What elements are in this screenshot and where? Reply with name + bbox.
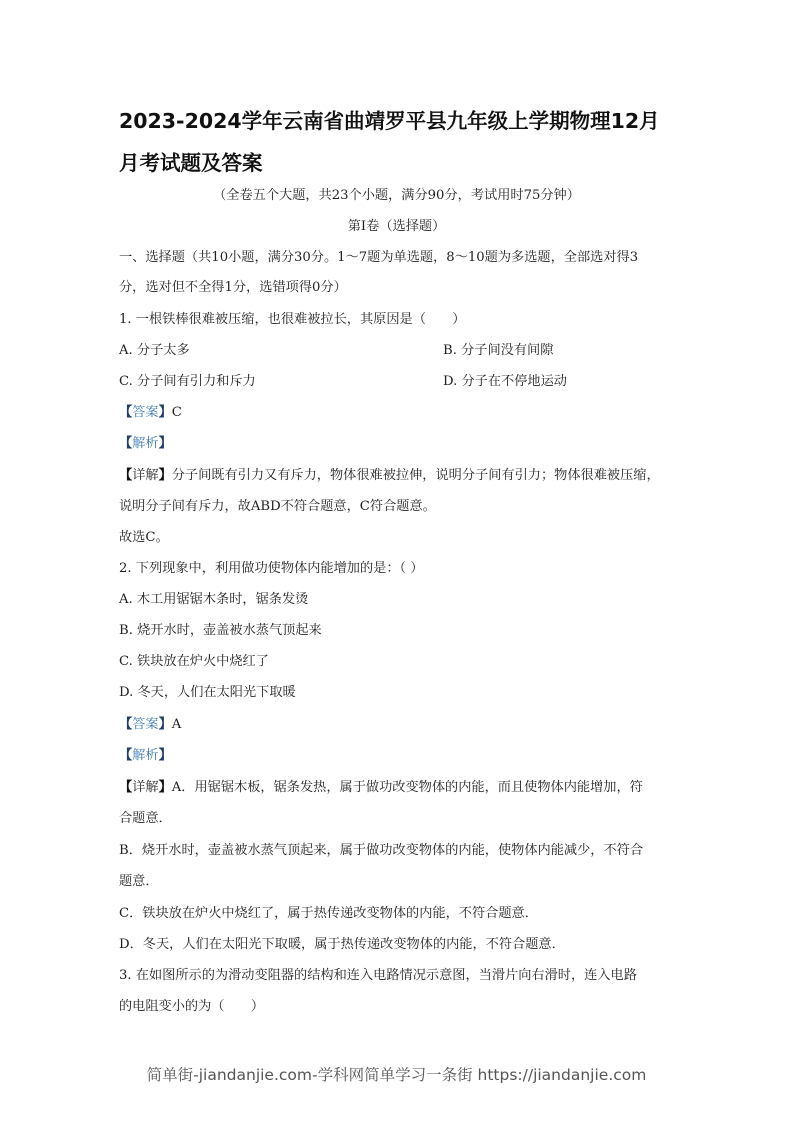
question-1-detail-line1 <box>119 467 660 485</box>
bracket-open: 【 <box>119 436 133 451</box>
bracket-close: 】 <box>158 748 172 763</box>
question-2-detail-line1 <box>119 779 643 797</box>
question-1-detail-line2: 说明分子间有斥力，故ABD不符合题意，C符合题意。 <box>119 499 436 514</box>
bracket-open: 【 <box>119 748 133 763</box>
question-1-analysis-heading <box>119 435 172 453</box>
question-1-conclusion: 故选C。 <box>119 530 169 545</box>
bracket-close: 】 <box>158 468 172 483</box>
detail-text: A．用锯锯木板，锯条发热，属于做功改变物体的内能，而且使物体内能增加，符 <box>171 780 643 795</box>
answer-value: A <box>171 717 182 732</box>
bracket-open: 【 <box>119 405 133 420</box>
section-heading: 第Ⅰ卷（选择题） <box>347 219 446 234</box>
bracket-open: 【 <box>119 780 133 795</box>
question-2-option-b: B. 烧开水时，壶盖被水蒸气顶起来 <box>119 623 322 638</box>
question-2-detail-line2: 合题意． <box>119 811 172 826</box>
analysis-label: 解析 <box>132 436 159 451</box>
detail-label: 详解 <box>132 468 159 483</box>
answer-label: 答案 <box>132 405 159 420</box>
question-1-option-a: A. 分子太多 <box>119 343 190 358</box>
detail-label: 详解 <box>132 780 159 795</box>
bracket-close: 】 <box>158 717 172 732</box>
question-3-stem-line1: 3. 在如图所示的为滑动变阻器的结构和连入电路情况示意图，当滑片向右滑时，连入电路 <box>119 968 637 983</box>
document-title-line2: 月考试题及答案 <box>119 151 263 175</box>
footer-watermark: 简单街-jiandanjie.com-学科网简单学习一条街 https://jiandanjie.com <box>146 1066 647 1084</box>
answer-label: 答案 <box>132 717 159 732</box>
document-title-line1: 2023-2024学年云南省曲靖罗平县九年级上学期物理12月 <box>119 109 660 133</box>
detail-text: 分子间既有引力又有斥力，物体很难被拉伸，说明分子间有引力；物体很难被压缩， <box>171 468 660 483</box>
bracket-open: 【 <box>119 717 133 732</box>
question-2-detail-line5: C．铁块放在炉火中烧红了，属于热传递改变物体的内能，不符合题意． <box>119 906 538 921</box>
question-2-analysis-heading <box>119 747 172 765</box>
question-2-stem: 2. 下列现象中，利用做功使物体内能增加的是：（ ） <box>119 561 424 576</box>
question-1-option-c: C. 分子间有引力和斥力 <box>119 374 256 389</box>
question-1-option-b: B. 分子间没有间隙 <box>443 343 554 358</box>
bracket-open: 【 <box>119 468 133 483</box>
bracket-close: 】 <box>158 405 172 420</box>
question-1-stem: 1. 一根铁棒很难被压缩，也很难被拉长，其原因是（ ） <box>119 312 466 327</box>
bracket-close: 】 <box>158 780 172 795</box>
instructions-line1: 一、选择题（共10小题，满分30分。1～7题为单选题，8～10题为多选题，全部选对得3 <box>119 250 639 265</box>
question-2-option-c: C. 铁块放在炉火中烧红了 <box>119 654 269 669</box>
question-2-detail-line4: 题意． <box>119 874 159 889</box>
question-2-detail-line6: D．冬天，人们在太阳光下取暖，属于热传递改变物体的内能，不符合题意． <box>119 937 565 952</box>
question-2-answer <box>119 716 181 734</box>
instructions-line2: 分，选对但不全得1分，选错项得0分） <box>119 280 347 295</box>
question-2-option-a: A. 木工用锯锯木条时，锯条发烫 <box>119 592 309 607</box>
bracket-close: 】 <box>158 436 172 451</box>
question-1-option-d: D. 分子在不停地运动 <box>443 374 567 389</box>
question-3-stem-line2: 的电阻变小的为（ ） <box>119 999 265 1014</box>
answer-value: C <box>171 405 182 420</box>
question-2-detail-line3: B．烧开水时，壶盖被水蒸气顶起来，属于做功改变物体的内能，使物体内能减少，不符合 <box>119 843 643 858</box>
exam-subtitle: （全卷五个大题，共23个小题，满分90分，考试用时75分钟） <box>213 188 580 203</box>
question-1-answer <box>119 404 182 422</box>
question-2-option-d: D. 冬天，人们在太阳光下取暖 <box>119 685 296 700</box>
analysis-label: 解析 <box>132 748 159 763</box>
